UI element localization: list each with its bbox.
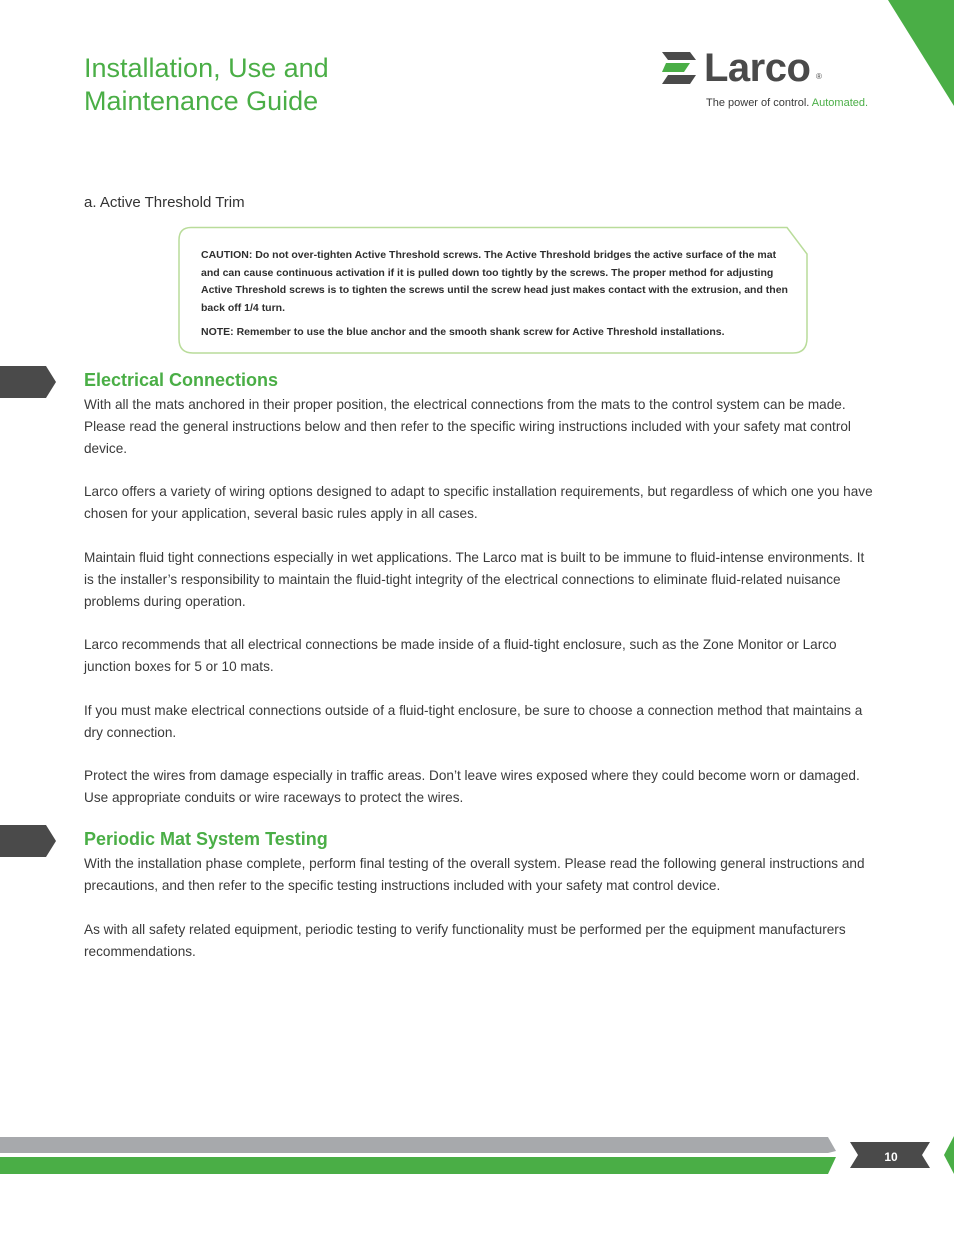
corner-accent-triangle (888, 0, 954, 106)
page-number: 10 (884, 1150, 898, 1164)
paragraph: Larco offers a variety of wiring options designed to adapt to specific installation requirements, but regardless of which one you have chosen for your application, several basic rules apply in all cases. (84, 484, 873, 521)
paragraph: With all the mats anchored in their proper position, the electrical connections from the mats to the control system can be made. Please read the general instructions below and then refer to the specific wiring instructions included with your safety mat control device. (84, 397, 851, 456)
paragraph: With the installation phase complete, perform final testing of the overall system. Please read the following general instructions and precautions, and then refer to the specific testing instructions included with your safety mat control device. (84, 856, 865, 893)
paragraph: Larco recommends that all electrical connections be made inside of a fluid-tight enclosure, such as the Zone Monitor or Larco junction boxes for 5 or 10 mats. (84, 637, 837, 674)
logo-tagline (706, 97, 868, 109)
footer-bars (0, 1136, 954, 1176)
section-tab-marker (0, 366, 56, 398)
tagline-prefix: The power of control. (706, 97, 810, 109)
registered-mark: ® (816, 72, 822, 81)
paragraph: If you must make electrical connections outside of a fluid-tight enclosure, be sure to choose a connection method that maintains a dry connection. (84, 703, 863, 740)
larco-wordmark: Larco (704, 46, 811, 90)
subsection-title: a. Active Threshold Trim (84, 194, 245, 211)
paragraph: As with all safety related equipment, periodic testing to verify functionality must be performed per the equipment manufacturers recommendations. (84, 922, 846, 959)
document-title-line1: Installation, Use and (84, 53, 329, 83)
tagline-accent: Automated. (811, 97, 869, 109)
section-heading-periodic-mat-system-testing: Periodic Mat System Testing (84, 829, 328, 849)
larco-logo-mark-icon (662, 52, 696, 84)
document-title (84, 52, 504, 118)
document-title-line2: Maintenance Guide (84, 86, 319, 116)
section-heading-electrical-connections: Electrical Connections (84, 370, 279, 390)
caution-callout (201, 247, 791, 342)
note-text: NOTE: Remember to use the blue anchor and the smooth shank screw for Active Threshold installations. (201, 326, 725, 339)
section-tab-marker (0, 825, 56, 857)
paragraph: Protect the wires from damage especially in traffic areas. Don’t leave wires exposed where they could become worn or damaged. Use appropriate conduits or wire raceways to protect the wires. (84, 768, 860, 805)
paragraph: Maintain fluid tight connections especially in wet applications. The Larco mat is built to be immune to fluid-intense environments. It is the installer’s responsibility to maintain the fluid-tight integrity of the electrical connections to eliminate fluid-related nuisance problems during operation. (84, 550, 865, 609)
caution-text: CAUTION: Do not over-tighten Active Threshold screws. The Active Threshold bridges the active surface of the mat and can cause continuous activation if it is pulled down too tightly by the screws. The proper method for adjusting Active Threshold screws is to tighten the screws until the screw head just makes contact with the extrusion, and then back off 1/4 turn. (201, 249, 788, 314)
